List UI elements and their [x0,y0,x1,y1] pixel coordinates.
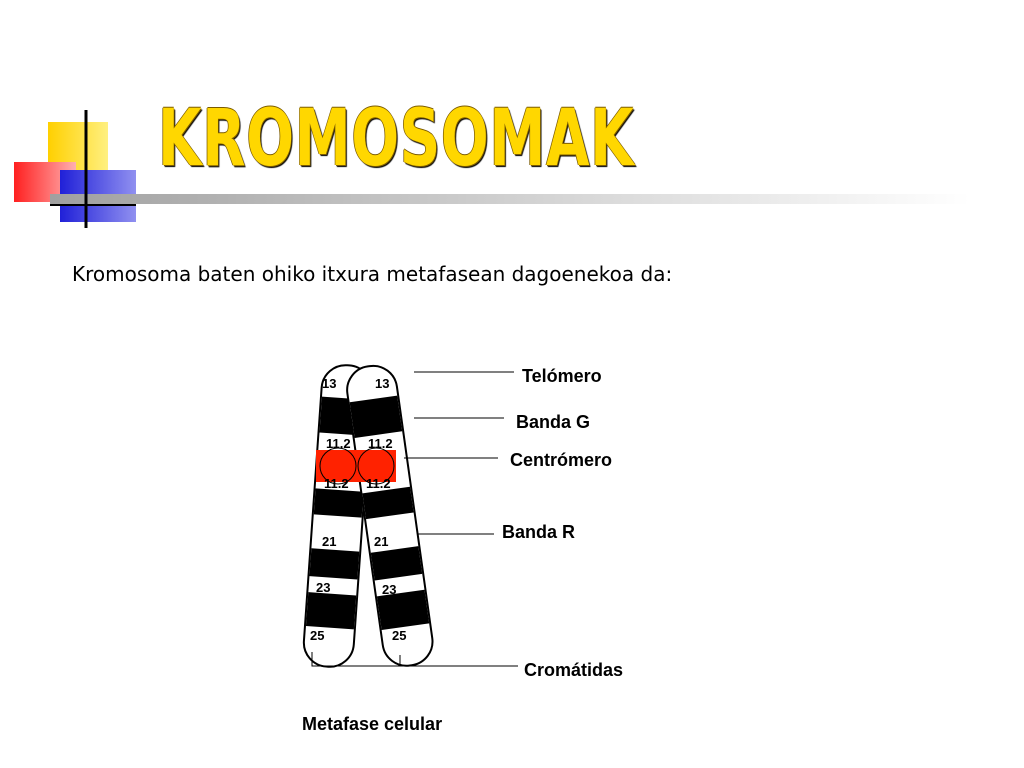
centromere-label: Centrómero [510,450,613,470]
band-number: 11.2 [324,476,349,491]
band-number: 25 [392,628,407,643]
band-number: 23 [316,580,331,595]
band-number: 11.2 [326,436,351,451]
band-number: 11.2 [366,476,391,491]
diagram-caption: Metafase celular [302,714,443,734]
g-band-label: Banda G [516,412,591,432]
telomere-label: Telómero [522,366,602,386]
slide-title: KROMOSOMAK [158,94,635,184]
band-number: 25 [310,628,325,643]
band-number: 13 [322,376,337,391]
band-number: 11.2 [368,436,393,451]
slide-subtitle: Kromosoma baten ohiko itxura metafasean dagoenekoa da: [72,262,673,286]
band-number: 13 [375,376,390,391]
band-number: 21 [374,534,389,549]
r-band-label: Banda R [502,522,576,542]
band-number: 21 [322,534,337,549]
band-number: 23 [382,582,397,597]
chromatids-label: Cromátidas [524,660,624,680]
